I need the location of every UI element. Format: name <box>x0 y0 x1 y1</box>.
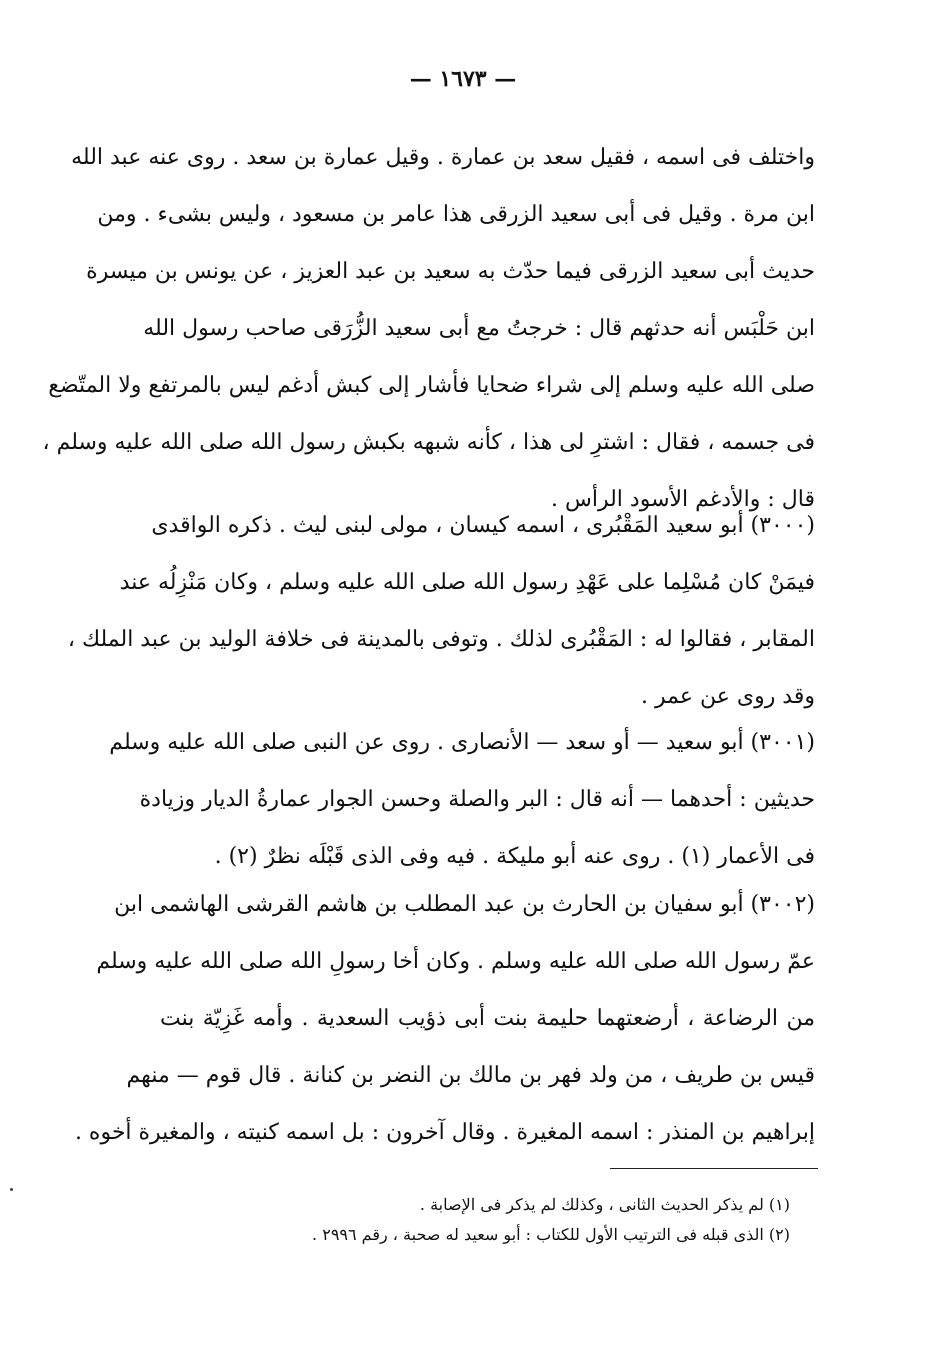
text-line: (٣٠٠١) أبو سعيد — أو سعد — الأنصارى . روى عن النبى صلى الله عليه وسلم <box>109 730 815 755</box>
text-line: المقابر ، فقالوا له : المَقْبُرى لذلك . وتوفى بالمدينة فى خلافة الوليد بن عبد الملك ، <box>67 627 815 652</box>
entry-3002 <box>74 876 815 1161</box>
footnotes <box>230 1190 790 1250</box>
text-line: حديث أبى سعيد الزرقى فيما حدّث به سعيد بن عبد العزيز ، عن يونس بن ميسرة <box>86 259 815 284</box>
entry-3000 <box>67 497 815 725</box>
text-line: إبراهيم بن المنذر : اسمه المغيرة . وقال آخرون : بل اسمه كنيته ، والمغيرة أخوه . <box>74 1120 815 1145</box>
text-line: حديثين : أحدهما — أنه قال : البر والصلة وحسن الجوار عمارةُ الديار وزيادة <box>139 787 815 812</box>
page-number: — ١٦٧٣ — <box>409 66 517 92</box>
text-line: وقد روى عن عمر . <box>641 684 815 709</box>
footnote-2: (٢) الذى قبله فى الترتيب الأول للكتاب : أبو سعيد له صحبة ، رقم ٢٩٩٦ . <box>312 1225 790 1244</box>
text-line: فى الأعمار (١) . روى عنه أبو مليكة . فيه وفى الذى قَبْلَه نظرٌ (٢) . <box>214 844 815 869</box>
text-line: واختلف فى اسمه ، فقيل سعد بن عمارة . وقيل عمارة بن سعد . روى عنه عبد الله <box>71 145 815 170</box>
entry-3001 <box>109 714 815 885</box>
footnote-separator <box>610 1168 818 1169</box>
text-line: من الرضاعة ، أرضعتهما حليمة بنت أبى ذؤيب السعدية . وأمه غَزِيّة بنت <box>160 1006 815 1031</box>
text-line: عمّ رسول الله صلى الله عليه وسلم . وكان أخا رسولِ الله صلى الله عليه وسلم <box>96 949 815 974</box>
text-line: فى جسمه ، فقال : اشترِ لى هذا ، كأنه شبهه بكبش رسول الله صلى الله عليه وسلم ، <box>42 430 815 455</box>
text-line: ابن مرة . وقيل فى أبى سعيد الزرقى هذا عامر بن مسعود ، وليس بشىء . ومن <box>97 202 815 227</box>
text-line: (٣٠٠٢) أبو سفيان بن الحارث بن عبد المطلب بن هاشم القرشى الهاشمى ابن <box>114 892 815 917</box>
text-line: قال : والأدغم الأسود الرأس . <box>551 487 815 512</box>
scan-speck <box>10 1188 13 1191</box>
text-line: صلى الله عليه وسلم إلى شراء ضحايا فأشار إلى كبش أدغم ليس بالمرتفع ولا المتّضع <box>48 373 815 398</box>
text-line: (٣٠٠٠) أبو سعيد المَقْبُرى ، اسمه كيسان ، مولى لبنى ليث . ذكره الواقدى <box>151 513 815 538</box>
text-line: ابن حَلْبَس أنه حدثهم قال : خرجتُ مع أبى سعيد الزُّرَقى صاحب رسول الله <box>143 316 815 341</box>
text-line: فيمَنْ كان مُسْلِما على عَهْدِ رسول الله صلى الله عليه وسلم ، وكان مَنْزِلُه عند <box>119 570 815 595</box>
footnote-1: (١) لم يذكر الحديث الثانى ، وكذلك لم يذكر فى الإصابة . <box>419 1195 790 1214</box>
paragraph-abu-said-zuraqi <box>42 129 815 528</box>
text-line: قيس بن طريف ، من ولد فهر بن مالك بن النضر بن كنانة . قال قوم — منهم <box>126 1063 815 1088</box>
